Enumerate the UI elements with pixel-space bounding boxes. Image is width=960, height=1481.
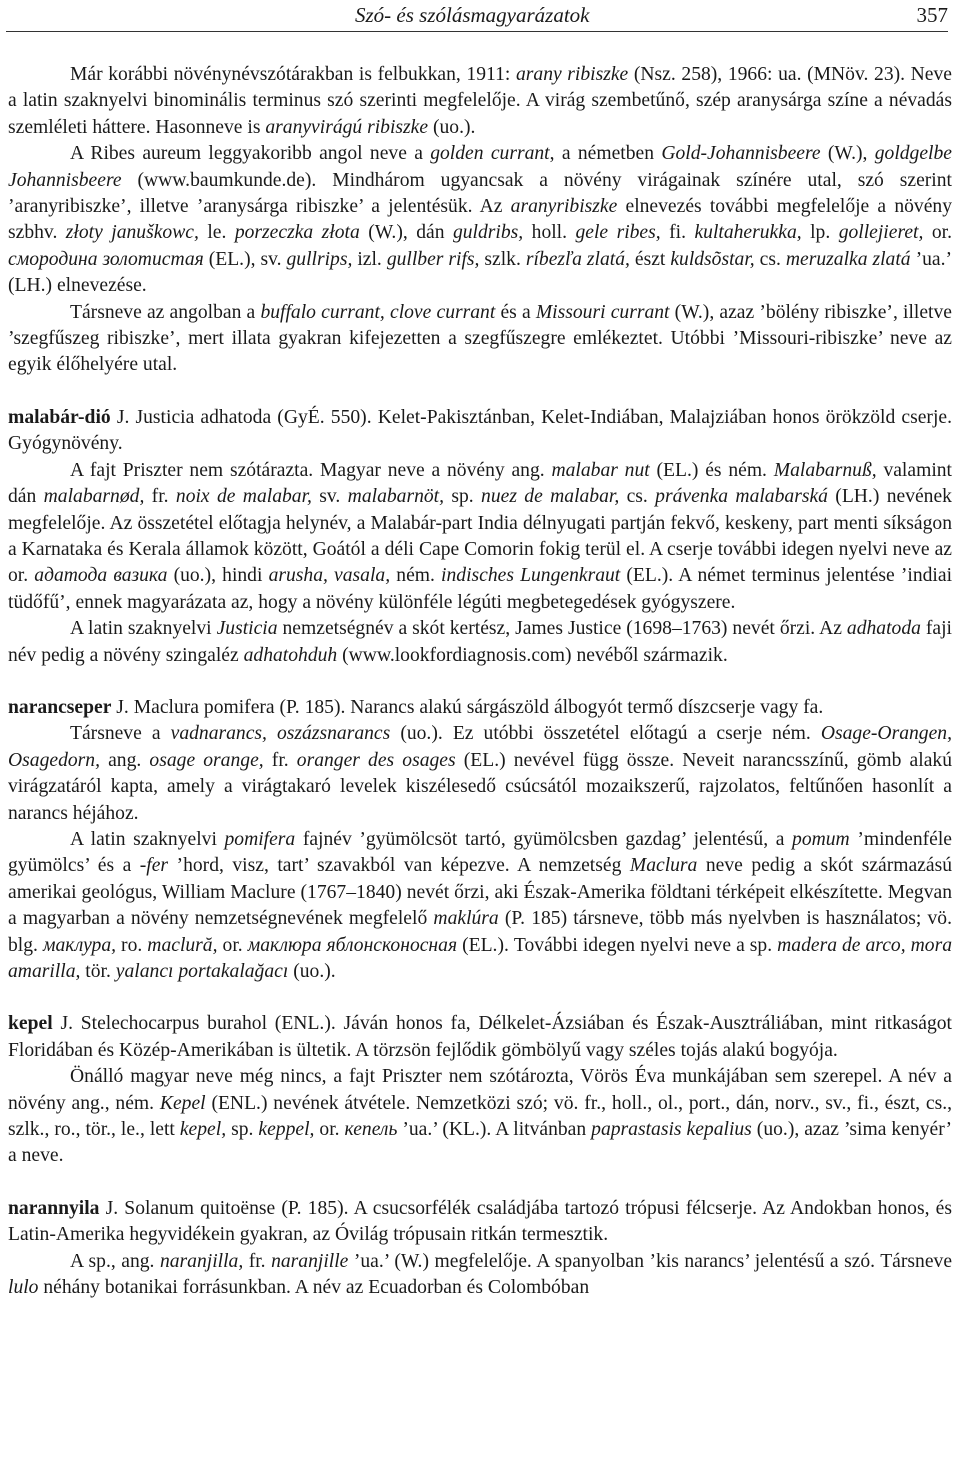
italic-term: naranjilla, xyxy=(159,1250,244,1272)
text-run: (P. 185) társneve, több más nyelvben is használatos; vö. blg. xyxy=(8,908,952,956)
text-run: elnevezés további megfelelője a növény szbhv. xyxy=(8,196,952,244)
italic-term: právenka malabarská xyxy=(655,486,828,508)
italic-term: Justicia xyxy=(216,618,278,640)
text-run: sv. xyxy=(311,486,348,508)
text-run: (www.baumkunde.de). Mindhárom ugyancsak a növény virágainak színére utal, szó szerint ’aranyribiszke’, illetve ’aranysárga ribiszke’ a jelentésük. Az xyxy=(8,169,952,218)
text-run: ’mindenféle gyümölcs’ és a xyxy=(8,828,952,877)
italic-term: Gold-Johannisbeere xyxy=(661,143,821,165)
text-run: néhány botanikai forrásunkban. A név az Ecuadorban és Colombóban xyxy=(38,1277,590,1299)
body-paragraph xyxy=(8,1249,952,1302)
entry-paragraph xyxy=(8,1011,952,1064)
text-run: Önálló magyar neve még nincs, a fajt Priszter nem szótározta, Vörös Éva munkájában sem szerepel. A név a növény ang., ném. xyxy=(8,1066,952,1114)
text-run: (EL.). További idegen nyelvi neve a sp. xyxy=(457,934,778,956)
italic-term: маклура, xyxy=(42,934,117,956)
text-run: J. Stelechocarpus burahol (ENL.). Jáván honos fa, Délkelet-Ázsiában és Észak-Ausztráliában, mint ritkaságot Floridában és Közép-Amerikában is ültetik. A törzsön fejlődik gömbölyű vagy széles tojás alakú bogyója. xyxy=(8,1013,952,1061)
text-run: izl. xyxy=(352,248,387,270)
headword: kepel xyxy=(8,1013,53,1035)
italic-term: gullrips, xyxy=(286,248,353,270)
italic-term: gollejieret, xyxy=(838,222,924,244)
italic-term: адатода вазика xyxy=(34,565,168,587)
italic-term: kepel, xyxy=(179,1119,227,1141)
italic-term: madera de arco, mora amarilla, xyxy=(8,934,952,982)
text-run: Társneve az angolban a xyxy=(70,301,261,323)
italic-term: paprastasis kepalius xyxy=(591,1119,752,1141)
text-run: A latin szaknyelvi xyxy=(70,828,225,850)
italic-term: indisches Lungenkraut xyxy=(441,565,621,587)
text-run: (uo.), hindi xyxy=(167,565,269,587)
text-run: (EL.). A német terminus jelentése ’indiai tüdőfű’, ennek magyarázata az, hogy a növény különféle légúti megbetegedések gyógyszere. xyxy=(8,565,953,613)
text-run: cs. xyxy=(754,248,786,270)
text-run: (LH.) nevének megfelelője. Az összetétel előtagja helynév, a Malabár-part India délnyugati partján fekvő, keskeny, part menti síkságon a Karnataka és Kerala államok között, Goától a déli Cape Comorin fokig terül el. A cserje további idegen nyelvi neve az or. xyxy=(8,486,952,587)
italic-term: Missouri currant xyxy=(535,301,670,323)
italic-term: meruzalka zlatá xyxy=(785,248,911,270)
text-run: (www.lookfordiagnosis.com) nevéből származik. xyxy=(337,644,728,666)
text-run: (uo.), azaz ’sima kenyér’ a neve. xyxy=(8,1119,952,1167)
text-run: fi. xyxy=(660,222,695,244)
italic-term: noix de malabar, xyxy=(175,486,312,508)
italic-term: Kepel xyxy=(159,1092,206,1114)
italic-term: arusha, vasala, xyxy=(268,565,391,587)
italic-term: кепель xyxy=(344,1119,398,1141)
dictionary-text xyxy=(8,62,952,1301)
text-run: és a xyxy=(495,301,536,323)
text-run: le. xyxy=(198,222,235,244)
text-run: , a németben xyxy=(549,143,662,165)
body-paragraph xyxy=(8,458,952,616)
text-run: (uo.). xyxy=(288,961,336,982)
text-run: (Nsz. 258), 1966: ua. (MNöv. 23). Neve a latin szaknyelvi binominális terminus szó szerinti megfelelője. A virág szembetűnő, szép aranysárga színe a névadás szemléleti háttere. Hasonneve is xyxy=(8,64,952,138)
text-run: fr. xyxy=(243,1250,272,1272)
body-paragraph xyxy=(8,300,952,379)
italic-term: lulo xyxy=(8,1277,39,1299)
italic-term: Osage-Orangen, Osagedorn, xyxy=(8,723,952,771)
text-run: ’hord, visz, tart’ szavakból van képezve. A nemzetség xyxy=(168,855,630,877)
italic-term: -fer xyxy=(139,855,169,877)
text-run: (EL.) nevével függ össze. Neveit narancsszínű, gömb alakú virágzatáról kapta, amely a virágtakaró levelek kiszélesedő csúcsától mozaikszerű, rajzolatos, feltűnően hasonlít a narancs héjához. xyxy=(8,749,952,824)
text-run: holl. xyxy=(523,222,576,244)
italic-term: yalancı portakalağacı xyxy=(115,961,289,982)
italic-term: смородина золотистая xyxy=(8,248,204,270)
text-run: (W.), xyxy=(820,143,875,165)
italic-term: aranyribiszke xyxy=(510,196,618,218)
text-run: Már korábbi növénynévszótárakban is felbukkan, 1911: xyxy=(70,64,516,85)
text-run: A sp., ang. xyxy=(70,1250,160,1272)
text-run: (ENL.) nevének átvétele. Nemzetközi szó; vö. fr., holl., ol., port., dán, norv., sv., fi., észt, cs., szlk., ro., tör., le., lett xyxy=(8,1092,952,1141)
italic-term: malabarnöt, xyxy=(347,486,445,508)
italic-term: pomum xyxy=(792,828,850,850)
text-run: Társneve a xyxy=(70,723,171,745)
text-run: J. Justicia adhatoda (GyÉ. 550). Kelet-Pakisztánban, Kelet-Indiában, Malajziában honos örökzöld cserje. Gyógynövény. xyxy=(8,406,952,455)
italic-term: malabar nut xyxy=(551,459,650,481)
text-run: ’ua.’ (KL.). A litvánban xyxy=(397,1119,592,1141)
text-run: lp. xyxy=(801,222,839,244)
headword: malabár-dió xyxy=(8,406,111,428)
italic-term: gele ribes, xyxy=(575,222,661,244)
italic-term: pomifera xyxy=(224,828,296,850)
italic-term: złoty januškowc, xyxy=(65,222,199,244)
text-run: (EL.), sv. xyxy=(203,248,287,270)
italic-term: naranjille xyxy=(271,1250,349,1272)
text-run: fr. xyxy=(263,749,297,771)
text-run: valamint dán xyxy=(8,459,952,508)
text-run: ro. xyxy=(116,934,148,956)
italic-term: maclură, xyxy=(147,934,218,956)
italic-term: Maclura xyxy=(629,855,698,877)
text-run: ’ua.’ (LH.) elnevezése. xyxy=(8,248,953,297)
text-run: ném. xyxy=(390,565,442,587)
italic-term: oranger des osages xyxy=(296,749,456,771)
text-run: fr. xyxy=(144,486,176,508)
italic-term: buffalo currant, clove currant xyxy=(260,301,496,323)
text-run: (uo.). Ez utóbbi összetétel előtagú a cserje ném. xyxy=(390,723,821,745)
italic-term: goldgelbe Johannisbeere xyxy=(8,143,952,191)
italic-term: golden currant xyxy=(430,143,550,165)
text-run: észt xyxy=(629,248,671,270)
italic-term: maklúra xyxy=(433,908,499,930)
text-run: tör. xyxy=(80,961,116,982)
italic-term: маклюра яблонсконосная xyxy=(247,934,458,956)
italic-term: nuez de malabar, xyxy=(481,486,620,508)
running-header xyxy=(6,0,948,32)
italic-term: vadnarancs, oszázsnarancs xyxy=(170,723,391,745)
text-run: szlk. xyxy=(479,248,526,270)
italic-term: adhatoda xyxy=(846,618,921,640)
italic-term: kultaherukka, xyxy=(694,222,802,244)
italic-term: ríbezľa zlatá, xyxy=(525,248,630,270)
italic-term: gullber rifs, xyxy=(386,248,480,270)
entry-paragraph xyxy=(8,1196,952,1249)
body-paragraph xyxy=(8,1064,952,1170)
page-number: 357 xyxy=(916,3,948,27)
italic-term: adhatohduh xyxy=(243,644,338,666)
text-run: neve pedig a skót származású amerikai geológus, William Maclure (1767–1840) nevét őrzi, aki Észak-Amerika földtani térképeit elkészítette. Megvan a magyarban a növény nemzetségnevének megfelelő xyxy=(8,855,952,930)
text-run: ang. xyxy=(99,749,150,771)
body-paragraph xyxy=(8,141,952,299)
italic-term: guldribs, xyxy=(452,222,524,244)
text-run: (W.), azaz ’bölény ribiszke’, illetve ’szegfűszeg ribiszke’, mert illata gyakran kifejezetten a szegfűszegre emlékeztet. Utóbbi ’Missouri-ribiszke’ neve az egyik élőhelyére utal. xyxy=(8,301,952,376)
headword: narancseper xyxy=(8,696,112,718)
text-run: J. Maclura pomifera (P. 185). Narancs alakú sárgászöld álbogyót termő díszcserje vagy fa. xyxy=(111,696,824,718)
italic-term: arany ribiszke xyxy=(515,64,629,85)
text-run: J. Solanum quitoënse (P. 185). A csucsorfélék családjába tartozó trópusi félcserje. Az Andokban honos, és Latin-Amerika hegyvidékein gyakran, az Óvilág trópusain ritkán termesztik. xyxy=(8,1197,952,1246)
text-run: sp. xyxy=(444,486,482,508)
body-paragraph xyxy=(8,721,952,827)
body-paragraph xyxy=(8,62,952,141)
italic-term: Malabarnuß, xyxy=(773,459,877,481)
text-run: (EL.) és ném. xyxy=(649,459,774,481)
text-run: ’ua.’ (W.) megfelelője. A spanyolban ’kis narancs’ jelentésű a szó. Társneve xyxy=(348,1250,953,1272)
italic-term: osage orange, xyxy=(149,749,264,771)
text-run: (uo.). xyxy=(428,116,476,138)
italic-term: kuldsõstar, xyxy=(670,248,755,270)
text-run: A latin szaknyelvi xyxy=(70,618,217,640)
italic-term: porzeczka złota xyxy=(234,222,360,244)
headword: narannyila xyxy=(8,1197,100,1219)
italic-term: malabarnød, xyxy=(43,486,145,508)
entry-paragraph xyxy=(8,695,952,721)
text-run: (W.), dán xyxy=(359,222,453,244)
text-run: nemzetségnév a skót kertész, James Justice (1698–1763) nevét őrzi. Az xyxy=(277,618,847,640)
text-run: A fajt Priszter nem szótárazta. Magyar neve a növény ang. xyxy=(70,459,552,481)
text-run: A Ribes aureum leggyakoribb angol neve a xyxy=(70,143,431,165)
running-title: Szó- és szólásmagyarázatok xyxy=(355,3,590,27)
entry-paragraph xyxy=(8,405,952,458)
text-run: sp. xyxy=(226,1119,259,1141)
body-paragraph xyxy=(8,827,952,985)
italic-term: aranyvirágú ribiszke xyxy=(265,116,429,138)
text-run: or. xyxy=(314,1119,345,1141)
text-run: or. xyxy=(923,222,952,244)
text-run: fajnév ’gyümölcsöt tartó, gyümölcsben gazdag’ jelentésű, a xyxy=(295,828,793,850)
body-paragraph xyxy=(8,616,952,669)
italic-term: keppel, xyxy=(258,1119,315,1141)
text-run: cs. xyxy=(619,486,656,508)
text-run: faji név pedig a növény szingaléz xyxy=(8,618,952,666)
text-run: or. xyxy=(217,934,248,956)
